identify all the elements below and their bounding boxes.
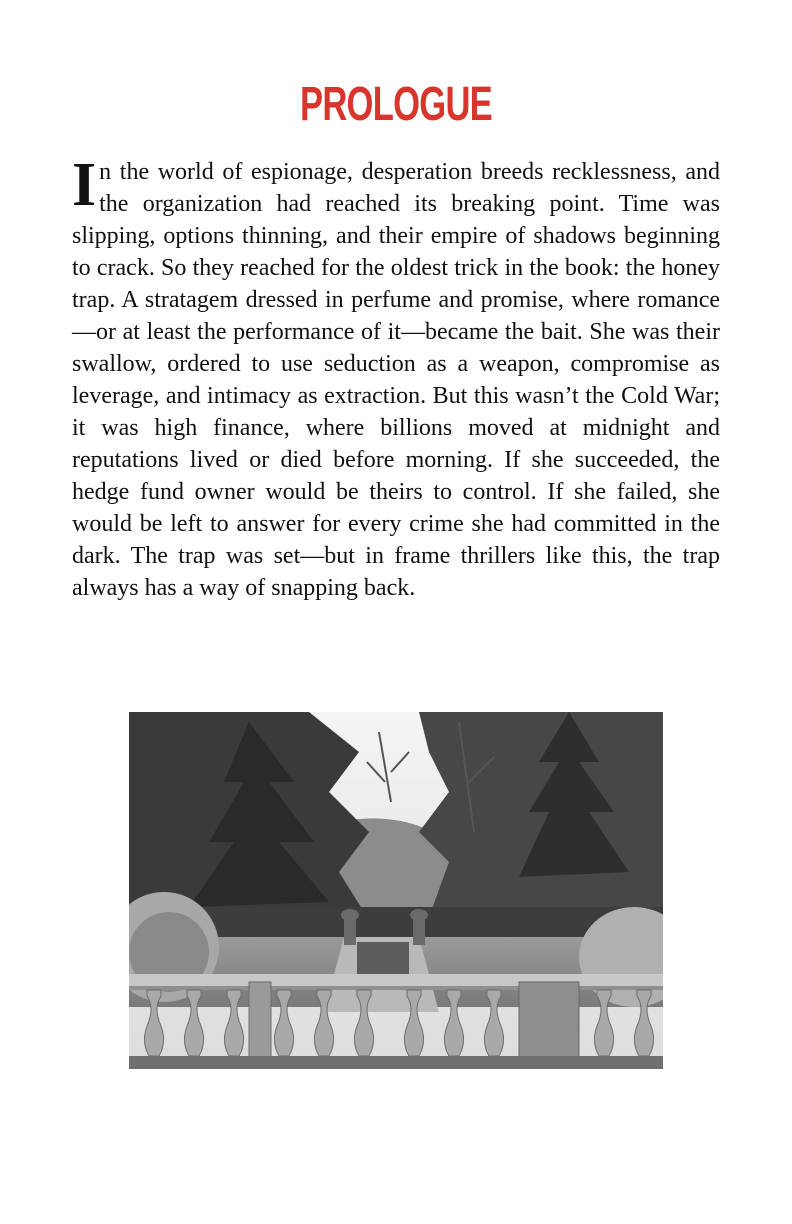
prologue-paragraph — [72, 151, 720, 604]
garden-photo — [129, 712, 663, 1069]
chapter-title: PROLOGUE — [299, 78, 493, 131]
prologue-text: n the world of espionage, desperation breeds recklessness, and the organization had reached its breaking point. Time was slipping, options thinning, and their empire of shadows beginning to crack. So they reached for the oldest trick in the book: the honey trap. A stratagem dressed in perfume and promise, where romance—or at least the performance of it—became the bait. She was their swallow, ordered to use seduction as a weapon, compromise as leverage, and intimacy as extraction. But this wasn’t the Cold War; it was high finance, where billions moved at midnight and reputations lived or died before morning. If she succeeded, the hedge fund owner would be theirs to control. If she failed, she would be left to answer for every crime she had committed in the dark. The trap was set—but in frame thrillers like this, the trap always has a way of snapping back. — [72, 159, 720, 601]
drop-cap: I — [72, 151, 97, 219]
garden-balustrade-image — [129, 712, 663, 1069]
